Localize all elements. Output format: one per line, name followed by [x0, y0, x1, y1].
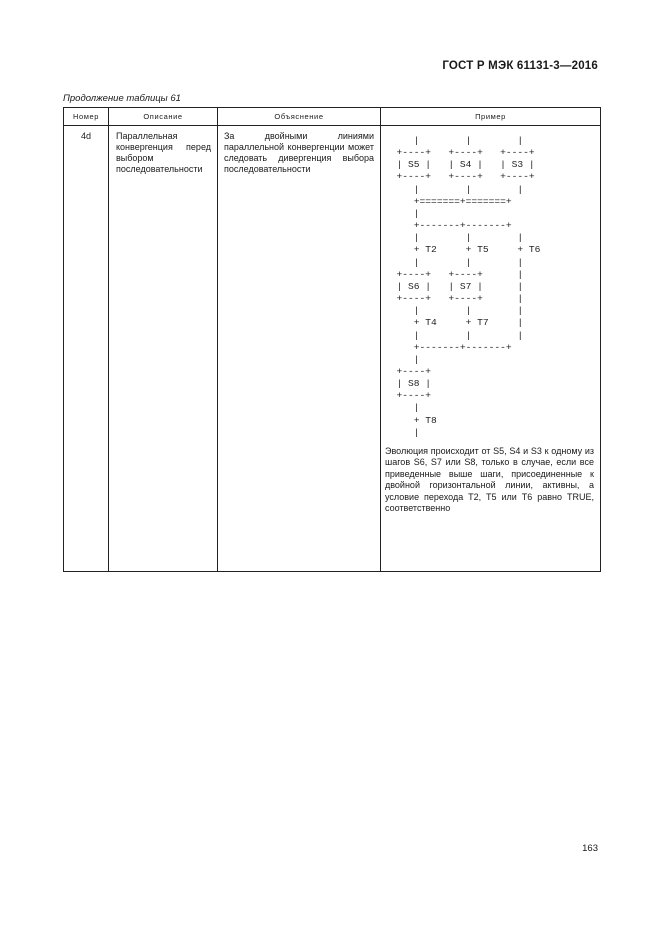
row-example [381, 126, 601, 572]
column-header-description: Описание [109, 108, 218, 126]
example-note: Эволюция происходит от S5, S4 и S3 к одному из шагов S6, S7 или S8, только в случае, если все приведенные выше шаги, присоединенные к двойной горизонтальной линии, активны, а условие перехода T2, T5 или T6 равно TRUE, соответственно [385, 445, 594, 514]
page-number: 163 [582, 843, 598, 854]
row-explanation: За двойными линиями параллельной конвергенции может следовать дивергенция выбора последовательности [218, 126, 381, 572]
standard-code-header: ГОСТ Р МЭК 61131-3—2016 [442, 60, 598, 72]
sfc-diagram: | | | +----+ +----+ +----+ | S5 | | S4 | | S3 | +----+ +----+ +----+ | | | +=======+=======+ | +-------+-------+ | | | + T2 + T5 + T6 | | | +----+ +----+ | | S6 | | S7 | | +----+ +----+ | | | | + T4 + T7 | | | | +-------+-------+ | +----+ | S8 | +----+ | + T8 | [396, 135, 541, 438]
row-description: Параллельная конвергенция перед выбором последовательности [109, 126, 218, 572]
table-caption: Продолжение таблицы 61 [63, 93, 181, 104]
table-header-row [64, 108, 601, 126]
column-header-example: Пример [381, 108, 601, 126]
column-header-explanation: Объяснение [218, 108, 381, 126]
table-row [64, 126, 601, 572]
specification-table [63, 107, 601, 572]
row-number: 4d [64, 126, 109, 572]
column-header-number: Номер [64, 108, 109, 126]
